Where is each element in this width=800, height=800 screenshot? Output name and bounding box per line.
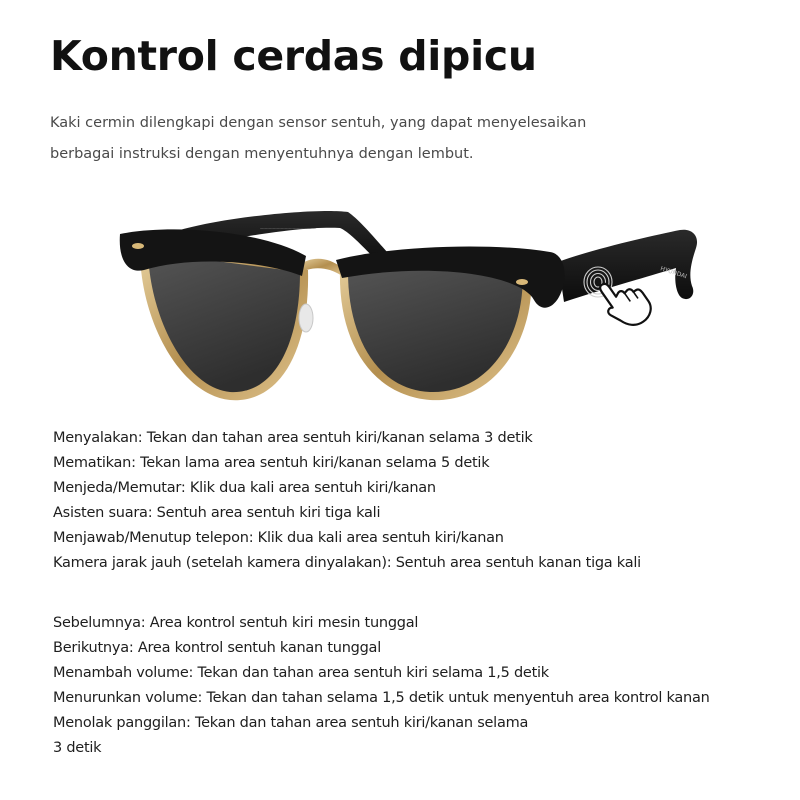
list-item: Menolak panggilan: Tekan dan tahan area sentuh kiri/kanan selama — [53, 715, 529, 731]
description-line: Kaki cermin dilengkapi dengan sensor sentuh, yang dapat menyelesaikan — [50, 115, 587, 131]
list-item: Menambah volume: Tekan dan tahan area sentuh kiri selama 1,5 detik — [53, 665, 549, 681]
list-item: 3 detik — [53, 740, 102, 756]
description — [50, 108, 690, 170]
control-list-primary — [53, 426, 641, 576]
list-item: Berikutnya: Area kontrol sentuh kanan tunggal — [53, 640, 381, 656]
list-item: Sebelumnya: Area kontrol sentuh kiri mesin tunggal — [53, 615, 419, 631]
list-item: Asisten suara: Sentuh area sentuh kiri tiga kali — [53, 505, 381, 521]
description-line: berbagai instruksi dengan menyentuhnya dengan lembut. — [50, 146, 474, 162]
list-item: Menurunkan volume: Tekan dan tahan selama 1,5 detik untuk menyentuh area kontrol kanan — [53, 690, 710, 706]
brand-mark: HYUNDAI — [659, 265, 688, 281]
svg-text:——————————————: —————————————— — [260, 226, 316, 231]
list-item: Kamera jarak jauh (setelah kamera dinyalakan): Sentuh area sentuh kanan tiga kali — [53, 555, 641, 571]
page-title: Kontrol cerdas dipicu — [50, 32, 537, 80]
smart-glasses-image — [110, 190, 710, 415]
list-item: Menyalakan: Tekan dan tahan area sentuh kiri/kanan selama 3 detik — [53, 430, 533, 446]
list-item: Menjawab/Menutup telepon: Klik dua kali area sentuh kiri/kanan — [53, 530, 504, 546]
list-item: Mematikan: Tekan lama area sentuh kiri/kanan selama 5 detik — [53, 455, 490, 471]
control-list-secondary — [53, 611, 710, 761]
list-item: Menjeda/Memutar: Klik dua kali area sentuh kiri/kanan — [53, 480, 436, 496]
